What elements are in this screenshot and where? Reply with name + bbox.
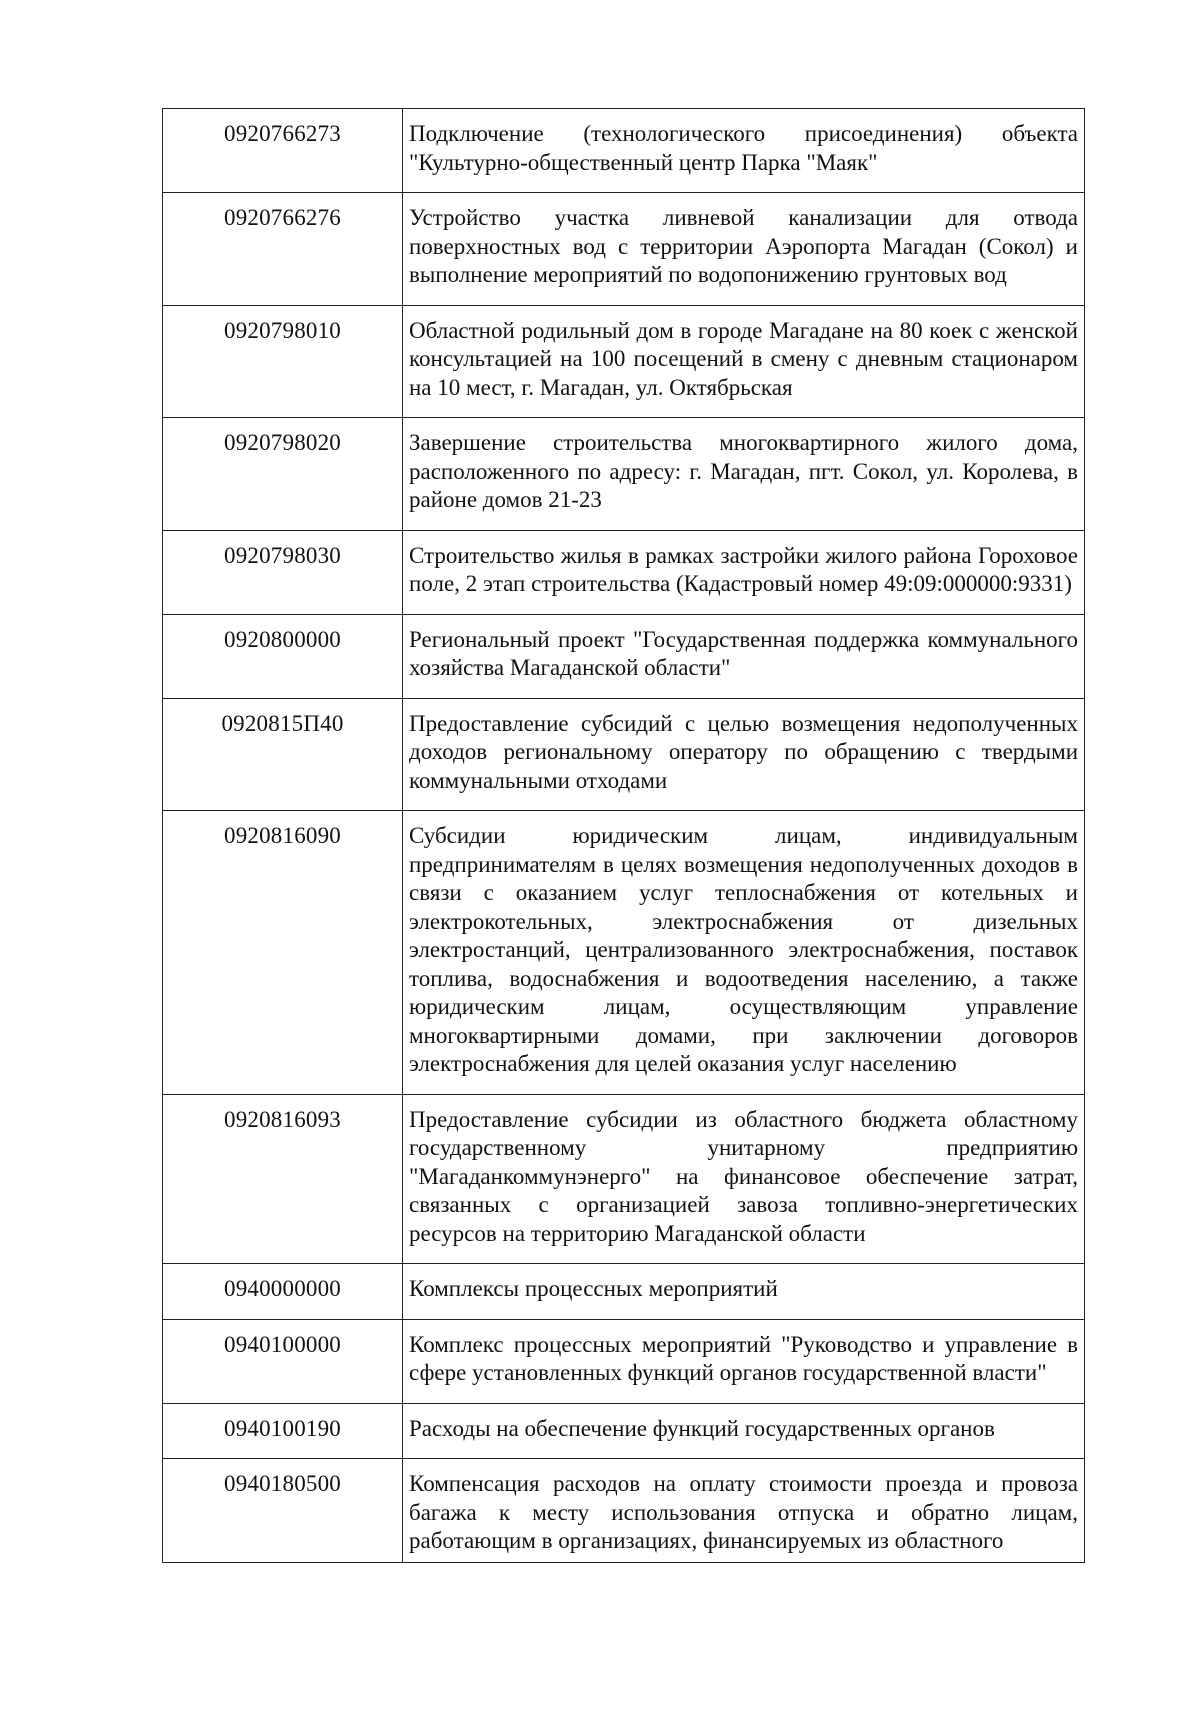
row-description: Строительство жилья в рамках застройки жилого района Гороховое поле, 2 этап строительства (Кадастровый номер 49:09:000000:9331) — [403, 530, 1085, 614]
table-body — [163, 109, 1085, 1563]
table-row — [163, 614, 1085, 698]
table-row — [163, 698, 1085, 811]
table-row — [163, 530, 1085, 614]
table-row — [163, 1459, 1085, 1563]
row-code: 0940000000 — [163, 1264, 403, 1320]
table-row — [163, 193, 1085, 306]
table-row — [163, 1264, 1085, 1320]
row-description: Комплекс процессных мероприятий "Руководство и управление в сфере установленных функций органов государственной власти" — [403, 1319, 1085, 1403]
row-description: Областной родильный дом в городе Магадане на 80 коек с женской консультацией на 100 посещений в смену с дневным стационаром на 10 мест, г. Магадан, ул. Октябрьская — [403, 305, 1085, 418]
table-row — [163, 109, 1085, 193]
row-description: Устройство участка ливневой канализации для отвода поверхностных вод с территории Аэропорта Магадан (Сокол) и выполнение мероприятий по водопонижению грунтовых вод — [403, 193, 1085, 306]
table-row — [163, 305, 1085, 418]
table-row — [163, 1403, 1085, 1459]
row-code: 0920798020 — [163, 418, 403, 531]
row-description: Подключение (технологического присоединения) объекта "Культурно-общественный центр Парка "Маяк" — [403, 109, 1085, 193]
row-description: Завершение строительства многоквартирного жилого дома, расположенного по адресу: г. Магадан, пгт. Сокол, ул. Королева, в районе домов 21-23 — [403, 418, 1085, 531]
row-code: 0920766273 — [163, 109, 403, 193]
row-code: 0940100000 — [163, 1319, 403, 1403]
row-code: 0920815П40 — [163, 698, 403, 811]
row-description: Предоставление субсидий с целью возмещения недополученных доходов региональному оператору по обращению с твердыми коммунальными отходами — [403, 698, 1085, 811]
row-description: Компенсация расходов на оплату стоимости проезда и провоза багажа к месту использования отпуска и обратно лицам, работающим в организациях, финансируемых из областного — [403, 1459, 1085, 1563]
table-row — [163, 1094, 1085, 1264]
row-code: 0920798010 — [163, 305, 403, 418]
row-code: 0920798030 — [163, 530, 403, 614]
table-row — [163, 1319, 1085, 1403]
row-description: Расходы на обеспечение функций государственных органов — [403, 1403, 1085, 1459]
row-code: 0920816093 — [163, 1094, 403, 1264]
row-description: Региональный проект "Государственная поддержка коммунального хозяйства Магаданской области" — [403, 614, 1085, 698]
row-description: Комплексы процессных мероприятий — [403, 1264, 1085, 1320]
table-row — [163, 418, 1085, 531]
row-code: 0940100190 — [163, 1403, 403, 1459]
row-code: 0920800000 — [163, 614, 403, 698]
row-code: 0920816090 — [163, 811, 403, 1095]
row-description: Предоставление субсидии из областного бюджета областному государственному унитарному предприятию "Магаданкоммунэнерго" на финансовое обеспечение затрат, связанных с организацией завоза топливно-энергетических ресурсов на территорию Магаданской области — [403, 1094, 1085, 1264]
table-row — [163, 811, 1085, 1095]
budget-classification-table — [162, 108, 1085, 1563]
row-description: Субсидии юридическим лицам, индивидуальным предпринимателям в целях возмещения недополученных доходов в связи с оказанием услуг теплоснабжения от котельных и электрокотельных, электроснабжения от дизельных электростанций, централизованного электроснабжения, поставок топлива, водоснабжения и водоотведения населению, а также юридическим лицам, осуществляющим управление многоквартирными домами, при заключении договоров электроснабжения для целей оказания услуг населению — [403, 811, 1085, 1095]
row-code: 0920766276 — [163, 193, 403, 306]
row-code: 0940180500 — [163, 1459, 403, 1563]
